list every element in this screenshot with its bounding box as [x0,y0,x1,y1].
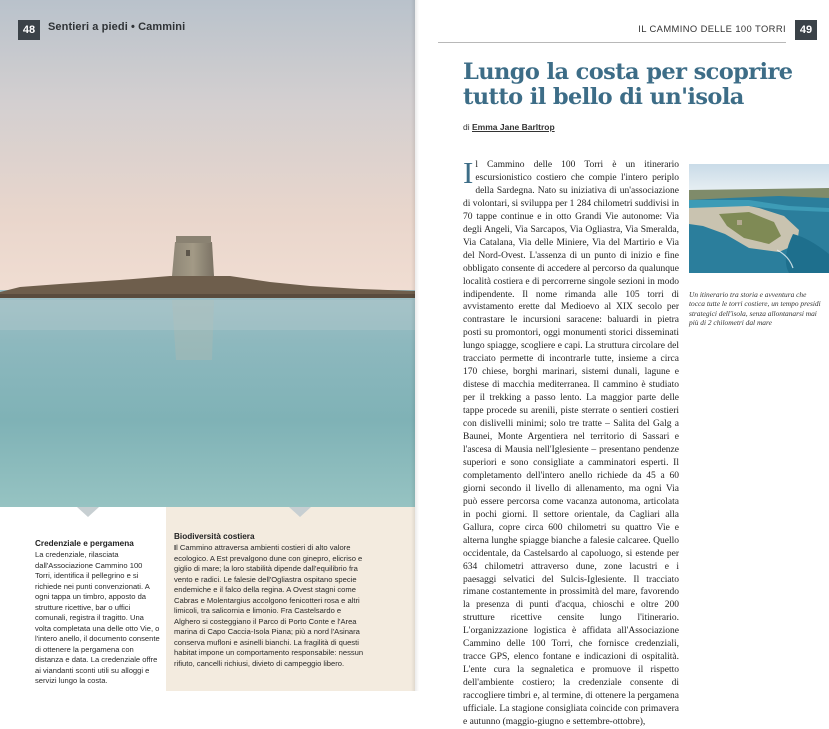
left-page [0,0,415,691]
page-gutter [411,0,419,691]
credenziale-text: La credenziale, rilasciata dall'Associazione Cammino 100 Torri, identifica il pellegrino e si richiede nei punti convenzionati. A ogni tappa un timbro, apposto da strutture ricettive, bar o uffici comunali, registra il tragitto. Una volta completata una delle otto Vie, o l'intero anello, il documento consente di ottenere la pergamena con distanza e data. La credenziale offre ai viandanti sconti utili su alloggi e servizi lungo la costa. [35,550,160,685]
biodiversita-text [174,543,364,669]
biodiversita-dropcap: I [174,543,177,552]
box-pointer-2 [289,507,311,517]
author-name: Emma Jane Barltrop [472,122,555,132]
article-headline: Lungo la costa per scoprire tutto il bello di un'isola [463,59,793,110]
left-page-header [0,0,415,44]
biodiversita-body: l Cammino attraversa ambienti costieri di alto valore ecologico. A Est prevalgono dune con ginepro, elicriso e giglio di mare; la loro stabilità dipende dall'equilibrio fra vento e radici. Le falesie dell'Ogliastra ospitano specie endemiche e il falco della regina. A Ovest stagni come Cabras e Molentargius accolgono fenicotteri rosa e altri limicoli, tra salicornia e limonio. Fra Castelsardo e Alghero si costeggiano il Parco di Porto Conte e l'Area marina di Capo Caccia-Isola Piana; più a nord l'Asinara conserva mufloni e asinelli bianchi. La fragilità di questi habitat impone un comportamento responsabile: nessun rifiuto, cancelli richiusi, divieto di campeggio libero. [174,543,364,668]
info-boxes [0,507,415,691]
photo-caption: Un itinerario tra storia e avventura che tocca tutte le torri costiere, un tempo presidi strategici dell'isola, senza allontanarsi mai più di 2 chilometri dal mare [689,290,821,328]
byline-prefix: di [463,122,470,132]
right-page [415,0,829,727]
credenziale-title: Credenziale e pergamena [35,539,134,548]
coast-tower-photo [689,164,829,273]
rubric-divider [438,42,786,43]
biodiversita-box [166,507,415,691]
article-body [463,155,679,729]
biodiversita-title: Biodiversità costiera [174,532,255,541]
tower-on-islet-photo [0,0,415,507]
page-number-right: 49 [795,20,817,40]
rubric-title: IL CAMMINO DELLE 100 TORRI [638,23,786,34]
section-title: Sentieri a piedi • Cammini [48,21,186,33]
byline [463,122,555,132]
article-body-text: l Cammino delle 100 Torri è un itinerario escursionistico costiero che compie l'intero periplo della Sardegna. Nato su iniziativa di un'associazione di volontari, si sviluppa per 1 284 chilometri suddivisi in 70 tappe continue e in otto Grandi Vie autonome: Via degli Angeli, Via Sarcapos, Via Ogliastra, Via Smeralda, Via Catalana, Via delle Miniere, Via del Martirio e Via del Nord-Ovest. L'assenza di un punto di inizio e fine obbligato consente di accedere al percorso da qualunque località costiera e di percorrerne singole sezioni in modo indipendente. Il nome rimanda alle 105 torri di avvistamento erette dal Medioevo al XIX secolo per contrastare le incursioni saracene: baluardi in pietra posti su promontori, oggi monumenti storici disseminati lungo spiagge, scogliere e capi. La struttura circolare del tracciato permette di incontrarle tutte, insieme a circa 170 chiese, borghi marinari, sistemi dunali, lagune e distese di macchia mediterranea. Il cammino è studiato per il trekking a passo lento. La maggior parte delle tappe procede su arenili, piste sterrate o sentieri costieri con dislivelli minimi; solo tre tratte – Salita del Galg a Baunei, Monte Argentiera nel territorio di Sassari e l'ascesa di Mausia nell'Iglesiente – presentano pendenze superiori e sono consigliate a camminatori esperti. Il completamento dell'intero anello richiede da 45 a 60 giorni secondo il livello di allenamento, ma ogni Via può essere percorsa come vacanza autonoma, articolata in pochi giorni. Il settore orientale, da Cagliari alla Gallura, copre circa 600 chilometri su quattro Vie e alterna lunghe spiagge bianche a falesie calcaree. Quello occidentale, da Castelsardo al capoluogo, si estende per 634 chilometri attraverso dune, zone lacustri e i paesaggi selvatici del Sulcis-Iglesiente. Il tracciato rimane costantemente in prossimità del mare, favorendo la presenza di punti d'acqua, chioschi e oltre 200 strutture ricettive censite lungo l'itinerario. L'organizzazione logistica è affidata all'Associazione Cammino delle 100 Torri, che fornisce credenziali, tracce GPS, elenco fontane e indicazioni di ospitalità. L'ente cura la segnaletica e promuove il rispetto dell'ambiente costiero; la credenziale consente di raccogliere timbri e, al termine, di ottenere la pergamena ufficiale. La stagione consigliata coincide con primavera e autunno (maggio-giugno e settembre-ottobre), [463,160,679,727]
box-pointer-1 [77,507,99,517]
credenziale-box [0,507,166,691]
article-dropcap: I [463,155,474,190]
page-number-left: 48 [18,20,40,40]
